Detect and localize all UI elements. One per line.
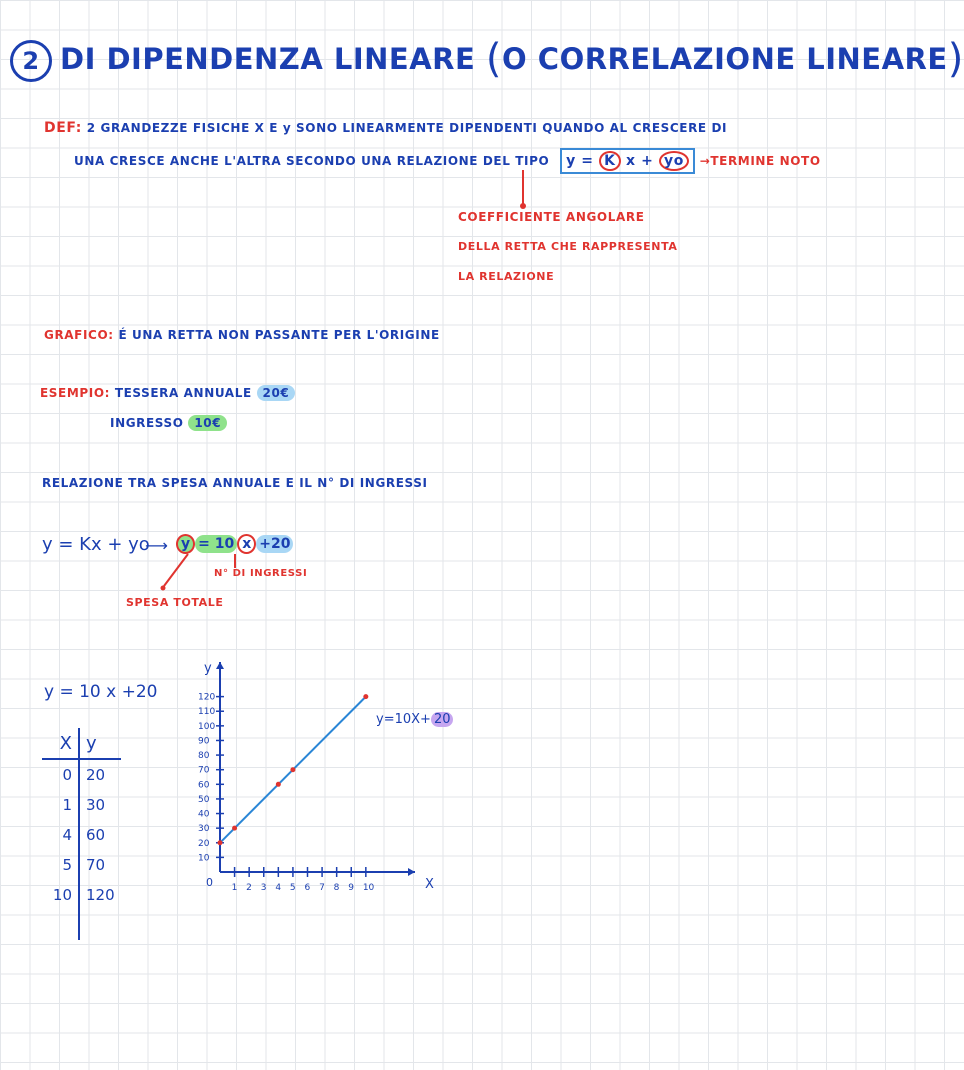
y-axis-label: y xyxy=(204,661,212,676)
table-row xyxy=(42,759,121,790)
ingresso-text: INGRESSO xyxy=(110,416,184,430)
header-x: X xyxy=(42,728,79,759)
termine-noto-arrow: → xyxy=(699,154,711,168)
cell-x: 1 xyxy=(42,790,79,820)
cell-x: 0 xyxy=(42,759,79,790)
y-tick-label: 40 xyxy=(198,809,210,820)
title-text: DI DIPENDENZA LINEARE xyxy=(60,42,476,76)
x-tick-label: 3 xyxy=(260,883,267,893)
coefficient-label-3: LA RELAZIONE xyxy=(458,270,555,283)
formula-y: y = xyxy=(566,153,594,169)
termine-noto-label: TERMINE NOTO xyxy=(710,154,821,168)
x-axis-label: X xyxy=(425,877,434,892)
y-tick-label: 50 xyxy=(198,794,210,805)
grafico-text: É UNA RETTA NON PASSANTE PER L'ORIGINE xyxy=(118,328,440,342)
x-tick-label: 2 xyxy=(246,883,252,893)
table-row xyxy=(42,880,121,910)
table-header-row xyxy=(42,728,121,759)
y-axis-arrow xyxy=(216,662,224,669)
cell-x: 10 xyxy=(42,880,79,910)
tessera-value: 20€ xyxy=(257,385,296,401)
table-row xyxy=(42,790,121,820)
spesa-arrow xyxy=(150,550,250,600)
specific-eq-part: = 10 xyxy=(195,535,237,553)
y-tick-label: 90 xyxy=(198,736,210,747)
cell-y: 120 xyxy=(86,886,115,904)
y-tick-label: 70 xyxy=(198,765,210,776)
line-label xyxy=(376,712,453,727)
line-label-prefix: y=10X+ xyxy=(376,712,431,727)
table-row xyxy=(42,850,121,880)
table-row xyxy=(42,820,121,850)
close-paren: ) xyxy=(947,36,964,82)
line-label-highlight: 20 xyxy=(431,712,454,727)
section-number-badge: 2 xyxy=(10,40,52,82)
definition-label: DEF: xyxy=(44,120,82,136)
y-tick-label: 110 xyxy=(198,707,216,718)
definition-text-1: 2 GRANDEZZE FISICHE X E y SONO LINEARMENTE DIPENDENTI QUANDO AL CRESCERE DI xyxy=(86,121,728,135)
x-tick-label: 10 xyxy=(362,883,375,893)
x-tick-label: 7 xyxy=(319,883,325,893)
x-tick-label: 5 xyxy=(289,883,296,893)
x-axis-arrow xyxy=(408,868,415,876)
header-y: y xyxy=(79,728,121,759)
table-equation: y = 10 x +20 xyxy=(44,682,158,702)
data-point xyxy=(290,767,295,772)
cell-x: 5 xyxy=(42,850,79,880)
y-tick-label: 10 xyxy=(198,853,210,864)
coefficient-arrow xyxy=(455,170,535,215)
formula-box xyxy=(560,148,695,174)
specific-y-circled: y xyxy=(176,534,195,554)
grafico-label: GRAFICO: xyxy=(44,328,114,342)
tessera-text: TESSERA ANNUALE xyxy=(114,386,252,400)
equation-arrow: ⟶ xyxy=(145,536,168,555)
data-point xyxy=(218,840,223,845)
grafico-line xyxy=(44,328,440,342)
xy-table xyxy=(42,728,121,940)
coefficient-label-2: DELLA RETTA CHE RAPPRESENTA xyxy=(458,240,678,253)
cell-y: 70 xyxy=(86,856,106,874)
page-title xyxy=(10,36,964,82)
definition-line-2 xyxy=(74,148,821,174)
table-row-tail xyxy=(42,910,121,940)
formula-k-circled: K xyxy=(599,151,620,171)
y-tick-label: 100 xyxy=(198,721,216,732)
esempio-line-2 xyxy=(110,416,227,430)
y-tick-label: 30 xyxy=(198,824,210,835)
ingresso-value: 10€ xyxy=(188,415,227,431)
specific-constant: +20 xyxy=(256,535,293,553)
x-tick-label: 4 xyxy=(275,883,282,893)
open-paren: ( xyxy=(485,36,503,82)
data-point xyxy=(232,826,237,831)
x-tick-label: 8 xyxy=(333,883,340,893)
line-chart xyxy=(180,650,440,910)
title-paren-text: O CORRELAZIONE LINEARE xyxy=(502,42,948,76)
cell-y: 60 xyxy=(86,826,106,844)
general-equation: y = Kx + yo xyxy=(42,534,150,555)
x-tick-label: 1 xyxy=(231,883,238,893)
x-tick-label: 9 xyxy=(348,883,354,893)
esempio-label: ESEMPIO: xyxy=(40,386,111,400)
origin-label: 0 xyxy=(206,876,213,889)
y-tick-label: 80 xyxy=(198,751,210,762)
data-point xyxy=(276,782,281,787)
formula-x: x + xyxy=(626,153,654,169)
esempio-line-1 xyxy=(40,386,295,400)
y-tick-label: 60 xyxy=(198,780,210,791)
cell-x: 4 xyxy=(42,820,79,850)
cell-y: 30 xyxy=(86,796,106,814)
x-tick-label: 6 xyxy=(304,883,311,893)
data-point xyxy=(363,694,368,699)
y-tick-label: 120 xyxy=(198,692,216,703)
y-tick-label: 20 xyxy=(198,838,210,849)
coefficient-label-1: COEFFICIENTE ANGOLARE xyxy=(458,210,645,224)
definition-line-1 xyxy=(44,120,727,136)
formula-y0-circled: yo xyxy=(659,151,689,171)
relazione-text: RELAZIONE TRA SPESA ANNUALE E IL N° DI INGRESSI xyxy=(42,476,428,490)
specific-x-circled: x xyxy=(237,534,256,554)
spesa-label: SPESA TOTALE xyxy=(126,596,224,609)
ingressi-label: N° DI INGRESSI xyxy=(214,568,308,579)
cell-y: 20 xyxy=(86,766,106,784)
definition-text-2: UNA CRESCE ANCHE L'ALTRA SECONDO UNA RELAZIONE DEL TIPO xyxy=(74,154,550,168)
xy-table-wrapper xyxy=(42,728,121,940)
